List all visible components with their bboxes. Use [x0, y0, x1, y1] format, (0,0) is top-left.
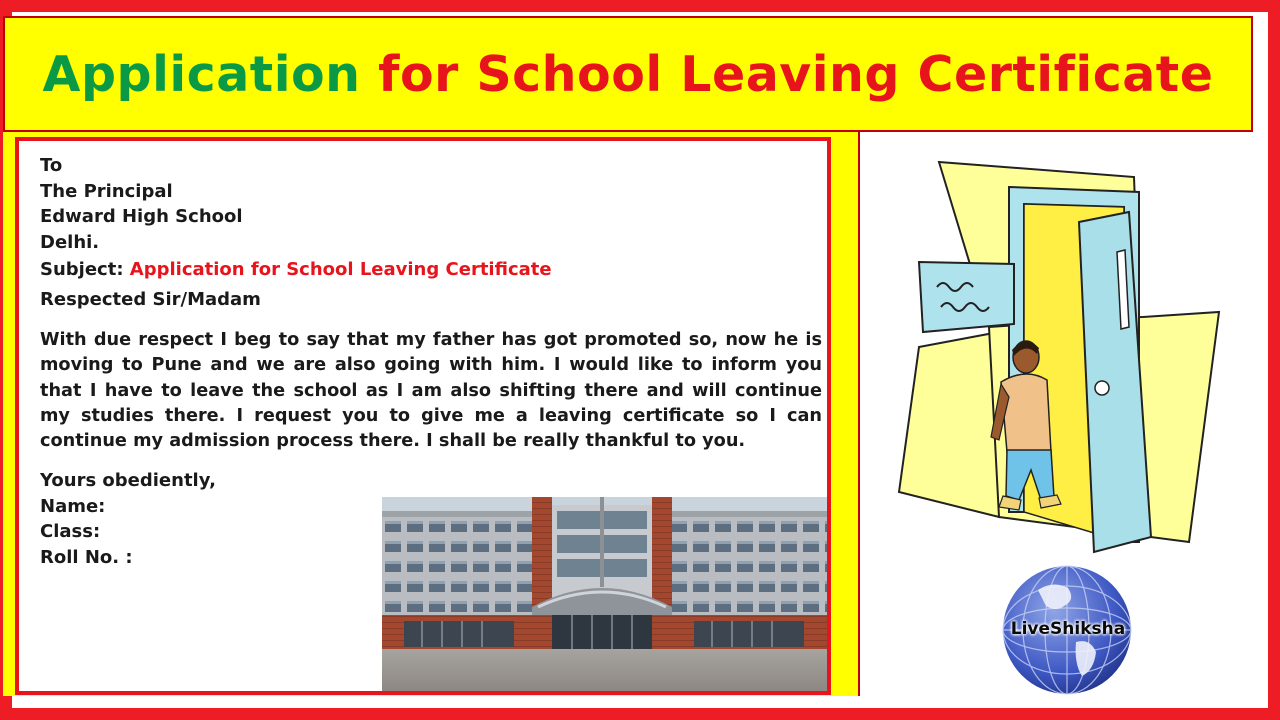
letter-box	[15, 137, 831, 695]
letter-city: Delhi.	[40, 231, 100, 253]
letter-school: Edward High School	[40, 206, 243, 227]
boy-leaving-through-door-illustration	[889, 152, 1229, 557]
letter-body: With due respect I beg to say that my father has got promoted so, now he is moving to Pune and we are also going with him. I would like to inform you that I have to leave the school as I am also shifting there and will continue my studies there. I request you to give me a leaving certificate so I can continue my admission process there. I shall be really thankful to you.	[40, 330, 822, 452]
school-building-image	[382, 497, 831, 695]
logo-text-shiksha: Shiksha	[1050, 619, 1126, 639]
page-title	[43, 46, 1214, 103]
logo-text	[1004, 619, 1132, 639]
title-part-rest: for School Leaving Certificate	[378, 45, 1214, 103]
subject-text: Application for School Leaving Certificate	[129, 259, 552, 280]
letter-subject	[40, 257, 822, 283]
logo-text-live: Live	[1010, 619, 1051, 639]
title-banner	[3, 16, 1253, 132]
letter-to: To	[40, 155, 63, 176]
title-part-application: Application	[42, 45, 361, 103]
letter-class-label: Class:	[40, 521, 101, 543]
letter-name-label: Name:	[40, 495, 106, 517]
letter-closing: Yours obediently,	[40, 470, 216, 492]
letter-salutation: Respected Sir/Madam	[40, 288, 261, 310]
letter-roll-label: Roll No. :	[40, 546, 133, 568]
subject-label: Subject:	[40, 259, 124, 280]
letter-recipient: The Principal	[40, 180, 173, 202]
